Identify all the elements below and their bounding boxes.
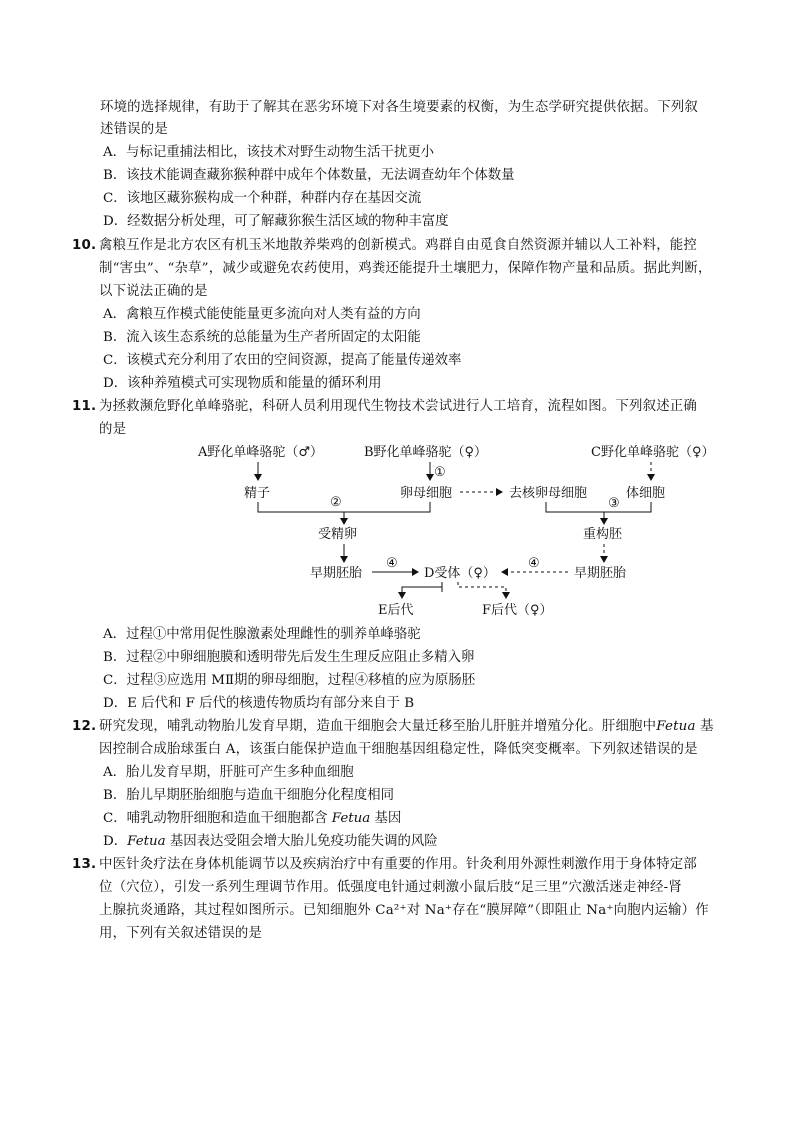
nuclear-transfer-bracket — [546, 502, 651, 512]
q12-option-c-gene: Fetua — [331, 811, 371, 826]
q10-line-2: 制“害虫”、“杂草”，减少或避免农药使用，鸡粪还能提升土壤肥力，保障作物产量和品质。据此判断， — [99, 261, 712, 276]
recipient-label: D受体（♀） — [424, 566, 496, 581]
q12-line-1 — [99, 717, 714, 737]
q10-option-d: D．该种养殖模式可实现物质和能量的循环利用 — [103, 376, 382, 391]
offspring-f-label: F后代（♀） — [482, 603, 553, 618]
q9-option-c: C．该地区藏狝猴构成一个种群，种群内存在基因交流 — [103, 191, 422, 206]
camel-c-label: C野化单峰骆驼（♀） — [591, 445, 715, 460]
oocyte-label: 卵母细胞 — [400, 486, 453, 501]
q12-option-c-text: C．哺乳动物肝细胞和造血干细胞都含 — [103, 811, 332, 826]
q12-option-b: B．胎儿早期胚胎细胞与造血干细胞分化程度相同 — [103, 788, 395, 803]
q11-number: 11. — [72, 399, 97, 414]
offspring-e-label: E后代 — [378, 603, 414, 618]
camel-cloning-flowchart — [196, 440, 732, 620]
somatic-cell-label: 体细胞 — [626, 486, 666, 501]
step-4b-label: ④ — [528, 556, 540, 571]
q9-option-a: A．与标记重捕法相比，该技术对野生动物生活干扰更小 — [103, 145, 435, 160]
q12-line-2: 因控制合成胎球蛋白 A，该蛋白能保护造血干细胞基因组稳定性，降低突变概率。下列叙述错误的是 — [99, 742, 698, 757]
enucleated-oocyte-label: 去核卵母细胞 — [509, 486, 588, 501]
sperm-label: 精子 — [244, 486, 271, 501]
q9-line-1: 环境的选择规律，有助于了解其在恶劣环境下对各生境要素的权衡，为生态学研究提供依据。下列叙 — [100, 100, 698, 115]
early-embryo-left-label: 早期胚胎 — [310, 566, 363, 581]
q12-option-d-text: 基因表达受阻会增大胎儿免疫功能失调的风险 — [165, 834, 438, 849]
q12-option-d — [103, 832, 438, 852]
step-3-label: ③ — [608, 496, 620, 511]
step-1-label: ① — [434, 465, 446, 480]
q9-option-b: B．该技术能调查藏狝猴种群中成年个体数量，无法调查幼年个体数量 — [103, 168, 515, 183]
q12-number: 12. — [72, 719, 97, 734]
q9-line-2: 述错误的是 — [100, 122, 168, 137]
q13-number: 13. — [72, 857, 97, 872]
early-embryo-right-label: 早期胚胎 — [574, 566, 627, 581]
arrow-to-offspring-e — [402, 587, 442, 598]
q11-option-c: C．过程③应选用 MⅡ期的卵母细胞，过程④移植的应为原肠胚 — [103, 673, 476, 688]
q12-line-1-tail: 基 — [695, 719, 714, 734]
camel-b-label: B野化单峰骆驼（♀） — [364, 445, 488, 460]
q10-option-a: A．禽粮互作模式能使能量更多流向对人类有益的方向 — [103, 307, 421, 322]
camel-a-label: A野化单峰骆驼（♂） — [198, 445, 324, 460]
q12-option-d-prefix: D． — [103, 834, 128, 849]
q11-line-1: 为拯救濒危野化单峰骆驼，科研人员利用现代生物技术尝试进行人工培育，流程如图。下列叙述正确 — [99, 399, 697, 414]
q13-line-3: 上腺抗炎通路，其过程如图所示。已知细胞外 Ca²⁺对 Na⁺存在“膜屏障”（即阻止 Na⁺向胞内运输）作 — [99, 903, 709, 918]
q12-option-a: A．胎儿发育早期，肝脏可产生多种血细胞 — [103, 765, 354, 780]
q11-option-a: A．过程①中常用促性腺激素处理雌性的驯养单峰骆驼 — [103, 627, 421, 642]
step-2-label: ② — [330, 495, 342, 510]
q10-option-b: B．流入该生态系统的总能量为生产者所固定的太阳能 — [103, 330, 421, 345]
reconstructed-embryo-label: 重构胚 — [583, 527, 623, 542]
q10-option-c: C．该模式充分利用了农田的空间资源，提高了能量传递效率 — [103, 353, 462, 368]
q11-option-b: B．过程②中卵细胞膜和透明带先后发生生理反应阻止多精入卵 — [103, 650, 475, 665]
q13-line-2: 位（穴位），引发一系列生理调节作用。低强度电针通过刺激小鼠后肢“足三里”穴激活迷走神经-肾 — [99, 880, 682, 895]
q9-option-d: D．经数据分析处理，可了解藏狝猴生活区域的物种丰富度 — [103, 214, 449, 229]
q12-gene-name: Fetua — [656, 719, 696, 734]
q12-option-c — [103, 809, 401, 829]
arrow-to-offspring-f — [458, 582, 506, 598]
step-4a-label: ④ — [386, 556, 398, 571]
zygote-label: 受精卵 — [318, 527, 358, 542]
q12-option-d-gene: Fetua — [127, 834, 166, 849]
q12-line-1-text: 研究发现，哺乳动物胎儿发育早期，造血干细胞会大量迁移至胎儿肝脏并增殖分化。肝细胞中 — [99, 719, 657, 734]
q13-line-1: 中医针灸疗法在身体机能调节以及疾病治疗中有重要的作用。针灸利用外源性刺激作用于身体特定部 — [99, 857, 697, 872]
q10-number: 10. — [72, 238, 97, 253]
q10-line-3: 以下说法正确的是 — [99, 284, 208, 299]
q12-option-c-tail: 基因 — [370, 811, 402, 826]
q13-line-4: 用，下列有关叙述错误的是 — [99, 926, 263, 941]
q11-line-2: 的是 — [99, 422, 127, 437]
fertilization-bracket — [258, 502, 430, 512]
q10-line-1: 禽粮互作是北方农区有机玉米地散养柴鸡的创新模式。鸡群自由觅食自然资源并辅以人工补料，能控 — [99, 238, 697, 253]
q11-option-d: D．E 后代和 F 后代的核遗传物质均有部分来自于 B — [103, 696, 415, 711]
